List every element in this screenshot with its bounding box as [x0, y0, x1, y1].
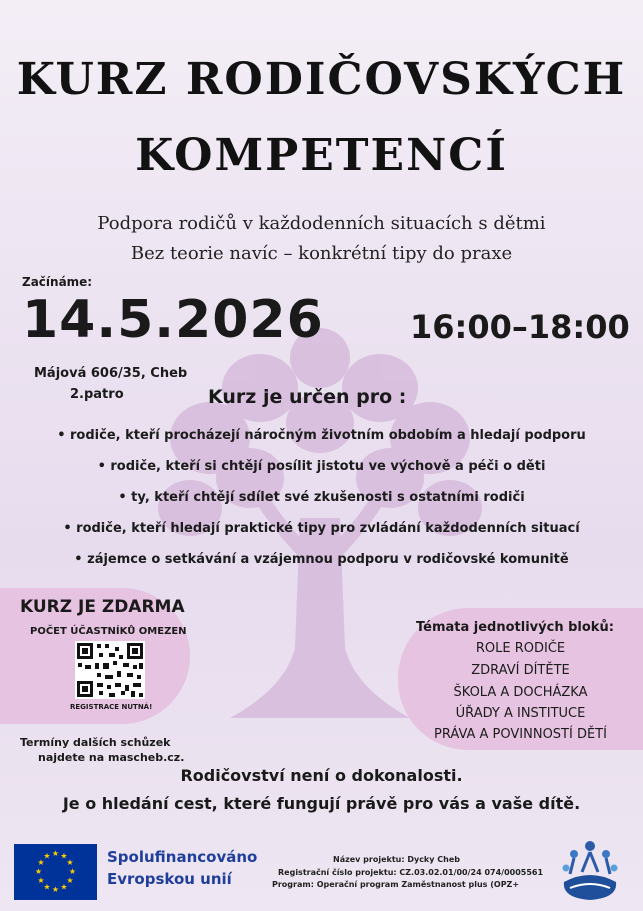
- audience-item: • ty, kteří chtějí sdílet své zkušenosti s ostatními rodiči: [118, 490, 525, 505]
- svg-text:★: ★: [66, 858, 74, 867]
- topic-item: ÚŘADY A INSTITUCE: [455, 706, 586, 721]
- project-name: Název projektu: Dycky Cheb: [333, 855, 460, 864]
- svg-text:★: ★: [51, 885, 60, 894]
- svg-text:★: ★: [68, 867, 77, 876]
- registration-note: REGISTRACE NUTNÁ!: [70, 703, 153, 711]
- svg-text:★: ★: [66, 876, 74, 885]
- eu-cofunded-line-1: Spolufinancováno: [107, 848, 258, 866]
- qr-code[interactable]: [75, 641, 145, 699]
- subtitle-line-2: Bez teorie navíc – konkrétní tipy do praxe: [130, 243, 513, 264]
- svg-text:★: ★: [60, 882, 68, 892]
- topics-heading: Témata jednotlivých bloků:: [416, 620, 614, 635]
- further-dates-line-1: Termíny dalších schůzek: [20, 736, 171, 749]
- topic-item: ZDRAVÍ DÍTĚTE: [471, 663, 570, 678]
- svg-text:★: ★: [37, 876, 45, 885]
- title-line-1: KURZ RODIČOVSKÝCH: [16, 54, 627, 105]
- event-floor: 2.patro: [70, 387, 124, 402]
- audience-item: • rodiče, kteří procházejí náročným životním obdobím a hledají podporu: [57, 428, 586, 443]
- event-time: 16:00–18:00: [410, 308, 630, 346]
- project-program: Program: Operační program Zaměstnanost plus (OPZ+: [272, 880, 520, 889]
- svg-text:★: ★: [43, 851, 51, 861]
- svg-text:★: ★: [43, 882, 51, 892]
- further-dates-line-2: najdete na mascheb.cz.: [38, 751, 185, 764]
- svg-text:★: ★: [51, 849, 60, 858]
- topic-item: ŠKOLA A DOCHÁZKA: [453, 685, 588, 700]
- title-line-2: KOMPETENCÍ: [135, 130, 508, 181]
- event-address: Májová 606/35, Cheb: [34, 366, 188, 381]
- audience-item: • rodiče, kteří hledají praktické tipy pro zvládání každodenních situací: [63, 521, 580, 536]
- topic-item: ROLE RODIČE: [475, 641, 566, 656]
- quote-line-1: Rodičovství není o dokonalosti.: [180, 766, 463, 785]
- project-registration: Registrační číslo projektu: CZ.03.02.01/00/24 074/0005561: [278, 868, 544, 877]
- topic-item: PRÁVA A POVINNOSTÍ DĚTÍ: [434, 727, 607, 742]
- svg-text:★: ★: [60, 851, 68, 861]
- quote-line-2: Je o hledání cest, které fungují právě pro vás a vaše dítě.: [62, 794, 581, 813]
- family-logo-icon: [560, 838, 620, 904]
- event-date: 14.5.2026: [22, 290, 324, 350]
- svg-text:★: ★: [34, 867, 43, 876]
- eu-cofunded-line-2: Evropskou unií: [107, 870, 232, 888]
- audience-item: • zájemce o setkávání a vzájemnou podporu v rodičovské komunitě: [74, 552, 569, 567]
- audience-item: • rodiče, kteří si chtějí posílit jistotu ve výchově a péči o děti: [97, 459, 546, 474]
- starts-label: Začínáme:: [22, 275, 93, 289]
- free-course-label: KURZ JE ZDARMA: [20, 597, 185, 617]
- limited-capacity-label: POČET ÚČASTNÍKŮ OMEZEN: [30, 626, 187, 637]
- audience-heading: Kurz je určen pro :: [208, 386, 407, 408]
- svg-text:★: ★: [37, 858, 45, 867]
- subtitle-line-1: Podpora rodičů v každodenních situacích s dětmi: [97, 213, 546, 234]
- eu-flag-icon: [14, 844, 97, 900]
